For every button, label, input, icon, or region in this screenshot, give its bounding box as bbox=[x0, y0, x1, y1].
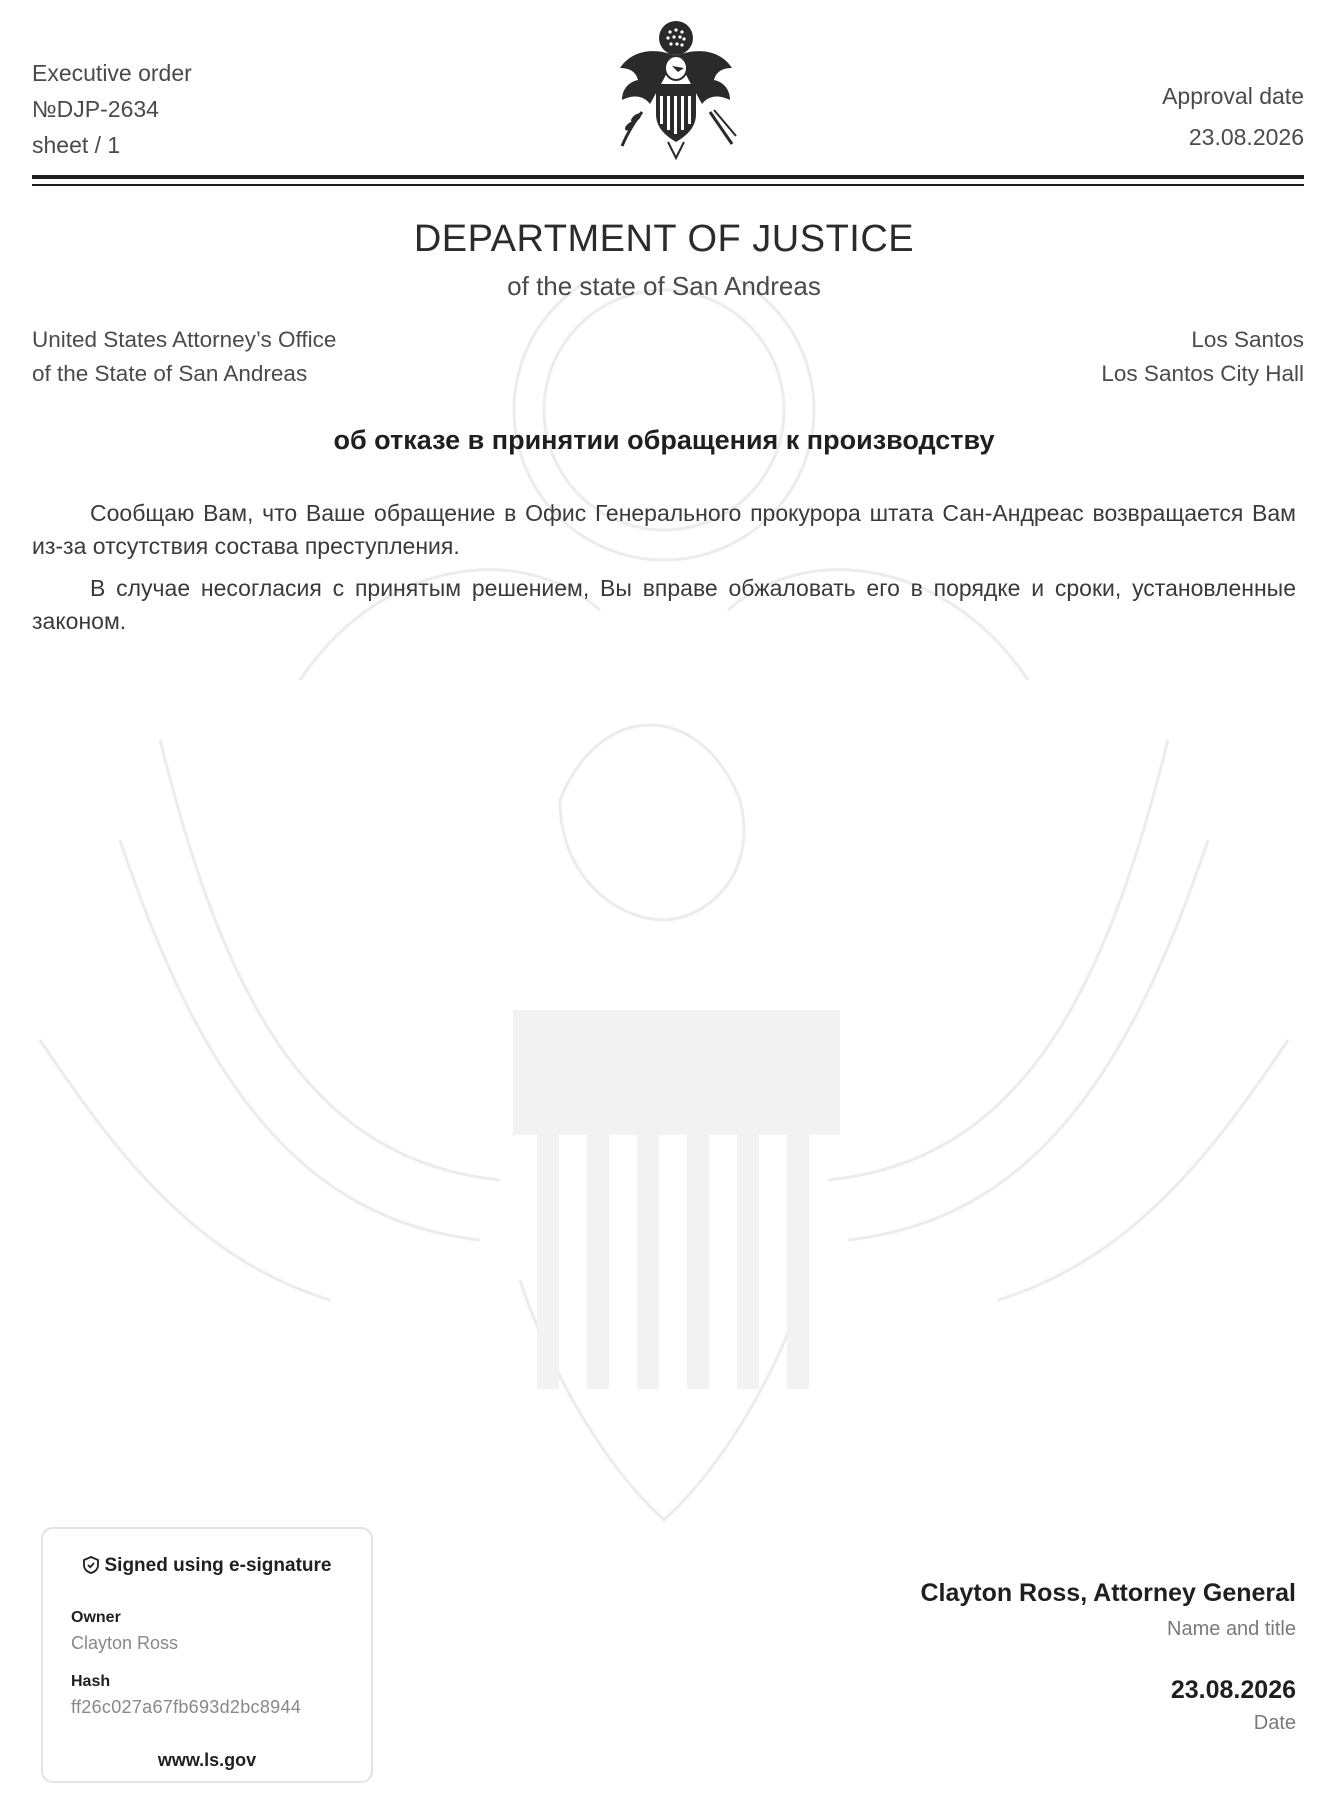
approval-info bbox=[1162, 76, 1304, 158]
signatory-name: Clayton Ross, Attorney General bbox=[920, 1579, 1296, 1607]
location-building: Los Santos City Hall bbox=[1101, 361, 1304, 386]
office-line-2: of the State of San Andreas bbox=[32, 361, 308, 386]
order-type: Executive order bbox=[32, 60, 192, 86]
e-signature-heading bbox=[43, 1555, 371, 1577]
body-paragraph-2: В случае несогласия с принятым решением, Вы вправе обжаловать его в порядке и сроки, установленные законом. bbox=[32, 575, 1296, 634]
signature-date: 23.08.2026 bbox=[1170, 1676, 1296, 1704]
signatory-caption: Name and title bbox=[1167, 1618, 1296, 1640]
department-subtitle: of the state of San Andreas bbox=[507, 271, 821, 301]
sheet-number: sheet / 1 bbox=[32, 132, 121, 158]
document-title: об отказе в принятии обращения к производству bbox=[333, 425, 995, 455]
owner-value: Clayton Ross bbox=[71, 1633, 179, 1653]
header-divider bbox=[32, 175, 1304, 179]
hash-label: Hash bbox=[71, 1673, 111, 1690]
document-body bbox=[32, 497, 1296, 647]
body-paragraph-1: Сообщаю Вам, что Ваше обращение в Офис Генерального прокурора штата Сан-Андреас возвращается Вам из-за отсутствия состава преступления. bbox=[32, 500, 1296, 559]
eagle-watermark-icon bbox=[0, 280, 1328, 1580]
department-title: DEPARTMENT OF JUSTICE bbox=[413, 218, 915, 260]
issuing-location bbox=[1101, 323, 1304, 391]
approval-date: 23.08.2026 bbox=[1188, 124, 1304, 150]
website-link[interactable]: www.ls.gov bbox=[157, 1750, 257, 1770]
header-divider-thin bbox=[32, 184, 1304, 186]
hash-value: ff26c027a67fb693d2bc8944 bbox=[71, 1697, 302, 1717]
e-signature-heading-text: Signed using e-signature bbox=[104, 1555, 332, 1576]
e-signature-card bbox=[41, 1527, 373, 1783]
office-line-1: United States Attorney’s Office bbox=[32, 327, 337, 352]
order-number: №DJP-2634 bbox=[32, 96, 159, 122]
eagle-seal-icon bbox=[612, 16, 740, 162]
issuing-office bbox=[32, 323, 336, 391]
shield-check-icon bbox=[83, 1556, 99, 1574]
location-city: Los Santos bbox=[1191, 327, 1304, 352]
order-info bbox=[32, 55, 192, 163]
signature-date-caption: Date bbox=[1253, 1712, 1296, 1734]
owner-label: Owner bbox=[71, 1609, 121, 1626]
approval-label: Approval date bbox=[1162, 83, 1304, 109]
